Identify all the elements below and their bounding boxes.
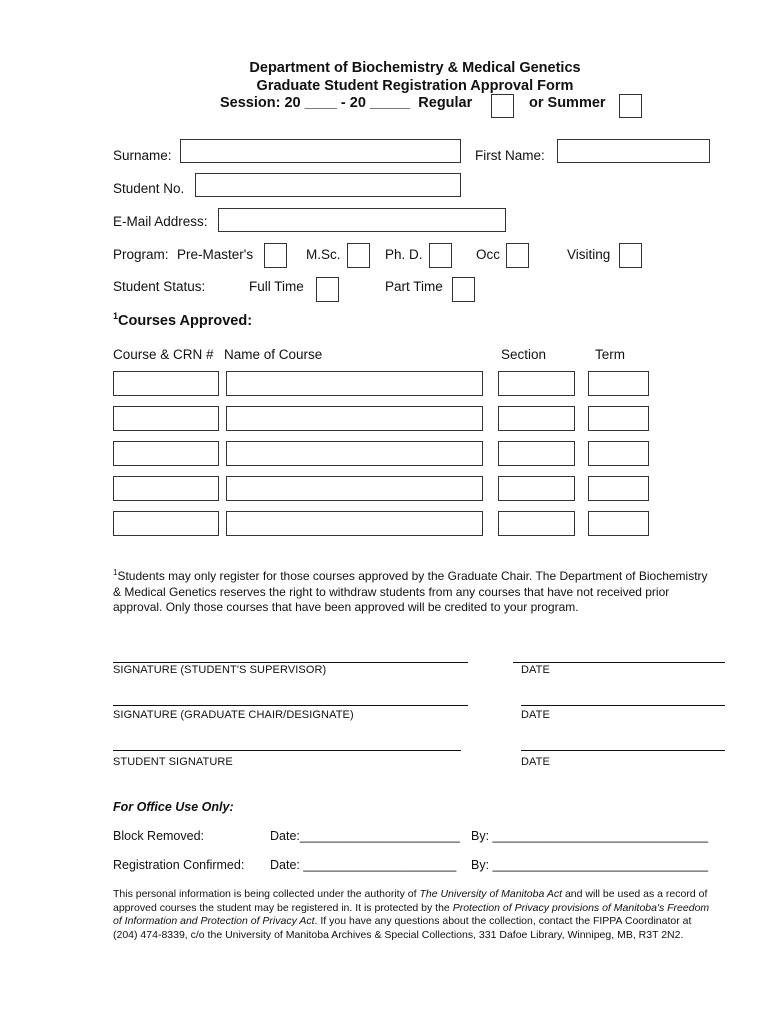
email-input[interactable] — [218, 208, 506, 232]
block-removed-by: By: _______________________________ — [471, 829, 709, 843]
program-option-msc-label: M.Sc. — [306, 247, 341, 262]
program-occ-checkbox[interactable] — [506, 243, 529, 268]
course-term-input[interactable] — [588, 511, 649, 536]
courses-footnote-marker: 1 — [113, 311, 119, 321]
footnote-marker: 1 — [113, 568, 118, 577]
block-removed-label: Block Removed: — [113, 829, 205, 843]
course-section-input[interactable] — [498, 371, 575, 396]
form-department-title: Department of Biochemistry & Medical Genetics — [249, 60, 581, 76]
block-removed-date: Date:_______________________ — [270, 829, 460, 843]
col-course-name: Name of Course — [224, 347, 323, 362]
program-option-visiting-label: Visiting — [567, 247, 611, 262]
col-term: Term — [595, 347, 625, 362]
supervisor-signature-label: SIGNATURE (STUDENT'S SUPERVISOR) — [113, 664, 327, 676]
privacy-notice — [113, 888, 713, 942]
course-section-input[interactable] — [498, 511, 575, 536]
course-crn-input[interactable] — [113, 441, 219, 466]
footnote — [113, 565, 713, 616]
course-section-input[interactable] — [498, 406, 575, 431]
course-crn-input[interactable] — [113, 476, 219, 501]
regular-checkbox[interactable] — [491, 94, 514, 118]
session-line — [220, 95, 472, 111]
courses-approved-heading — [113, 311, 252, 329]
supervisor-date-label: DATE — [521, 664, 550, 676]
first-name-input[interactable] — [557, 139, 710, 163]
program-msc-checkbox[interactable] — [347, 243, 370, 268]
part-time-checkbox[interactable] — [452, 277, 475, 302]
program-premasters-checkbox[interactable] — [264, 243, 287, 268]
chair-date-line[interactable] — [521, 705, 725, 706]
col-section: Section — [501, 347, 547, 362]
regular-label: Regular — [418, 95, 473, 111]
student-signature-line[interactable] — [113, 750, 461, 751]
supervisor-date-line[interactable] — [513, 662, 725, 663]
col-course-crn: Course & CRN # — [113, 347, 214, 362]
course-crn-input[interactable] — [113, 371, 219, 396]
program-label: Program: — [113, 247, 169, 262]
program-option-phd-label: Ph. D. — [385, 247, 423, 262]
course-section-input[interactable] — [498, 441, 575, 466]
session-label: Session: 20 ____ - 20 _____ — [220, 95, 411, 111]
privacy-act1: The University of Manitoba Act — [419, 888, 563, 900]
course-crn-input[interactable] — [113, 406, 219, 431]
course-term-input[interactable] — [588, 371, 649, 396]
part-time-label: Part Time — [385, 279, 443, 294]
course-name-input[interactable] — [226, 511, 483, 536]
summer-label: or Summer — [529, 95, 606, 111]
student-no-input[interactable] — [195, 173, 461, 197]
course-name-input[interactable] — [226, 441, 483, 466]
summer-checkbox[interactable] — [619, 94, 642, 118]
student-date-label: DATE — [521, 756, 550, 768]
course-name-input[interactable] — [226, 476, 483, 501]
privacy-part3: . If you have any questions about the collection, contact the FIPPA Coordinator at (204) 474-8339, c/o the University of Manitoba Archives & Special Collections, 331 Dafoe Library, Winnipeg, MB, R3T 2N2. — [113, 915, 692, 941]
privacy-act2: Protection of Privacy provisions of Manitoba's Freedom of Information and Protection of Privacy Act — [113, 901, 710, 927]
registration-confirmed-label: Registration Confirmed: — [113, 858, 245, 872]
student-status-label: Student Status: — [113, 279, 206, 294]
student-no-label: Student No. — [113, 181, 185, 196]
full-time-label: Full Time — [249, 279, 304, 294]
first-name-label: First Name: — [475, 148, 545, 163]
course-term-input[interactable] — [588, 441, 649, 466]
footnote-text: Students may only register for those courses approved by the Graduate Chair. The Department of Biochemistry & Medical Genetics reserves the right to withdraw students from any courses that have not received prior approval. Only those courses that have been approved will be credited to your program. — [113, 569, 708, 614]
student-date-line[interactable] — [521, 750, 725, 751]
privacy-part1: This personal information is being collected under the authority of — [113, 888, 420, 900]
course-term-input[interactable] — [588, 476, 649, 501]
course-crn-input[interactable] — [113, 511, 219, 536]
surname-label: Surname: — [113, 148, 172, 163]
course-section-input[interactable] — [498, 476, 575, 501]
full-time-checkbox[interactable] — [316, 277, 339, 302]
course-name-input[interactable] — [226, 371, 483, 396]
chair-signature-line[interactable] — [113, 705, 468, 706]
course-name-input[interactable] — [226, 406, 483, 431]
registration-confirmed-by: By: _______________________________ — [471, 858, 709, 872]
form-title: Graduate Student Registration Approval Form — [256, 78, 574, 94]
program-phd-checkbox[interactable] — [429, 243, 452, 268]
registration-confirmed-date: Date: ______________________ — [270, 858, 457, 872]
program-visiting-checkbox[interactable] — [619, 243, 642, 268]
student-signature-label: STUDENT SIGNATURE — [113, 756, 233, 768]
office-use-title: For Office Use Only: — [113, 800, 234, 814]
chair-signature-label: SIGNATURE (GRADUATE CHAIR/DESIGNATE) — [113, 709, 354, 721]
supervisor-signature-line[interactable] — [113, 662, 468, 663]
courses-approved-title: Courses Approved: — [118, 313, 253, 329]
course-term-input[interactable] — [588, 406, 649, 431]
program-option-occ-label: Occ — [476, 247, 501, 262]
program-option-premasters-label: Pre-Master's — [177, 247, 254, 262]
chair-date-label: DATE — [521, 709, 550, 721]
privacy-part2: and will be used as a record of approved courses the student may be registered in. It is protected by the — [113, 888, 708, 914]
email-label: E-Mail Address: — [113, 214, 208, 229]
surname-input[interactable] — [180, 139, 461, 163]
